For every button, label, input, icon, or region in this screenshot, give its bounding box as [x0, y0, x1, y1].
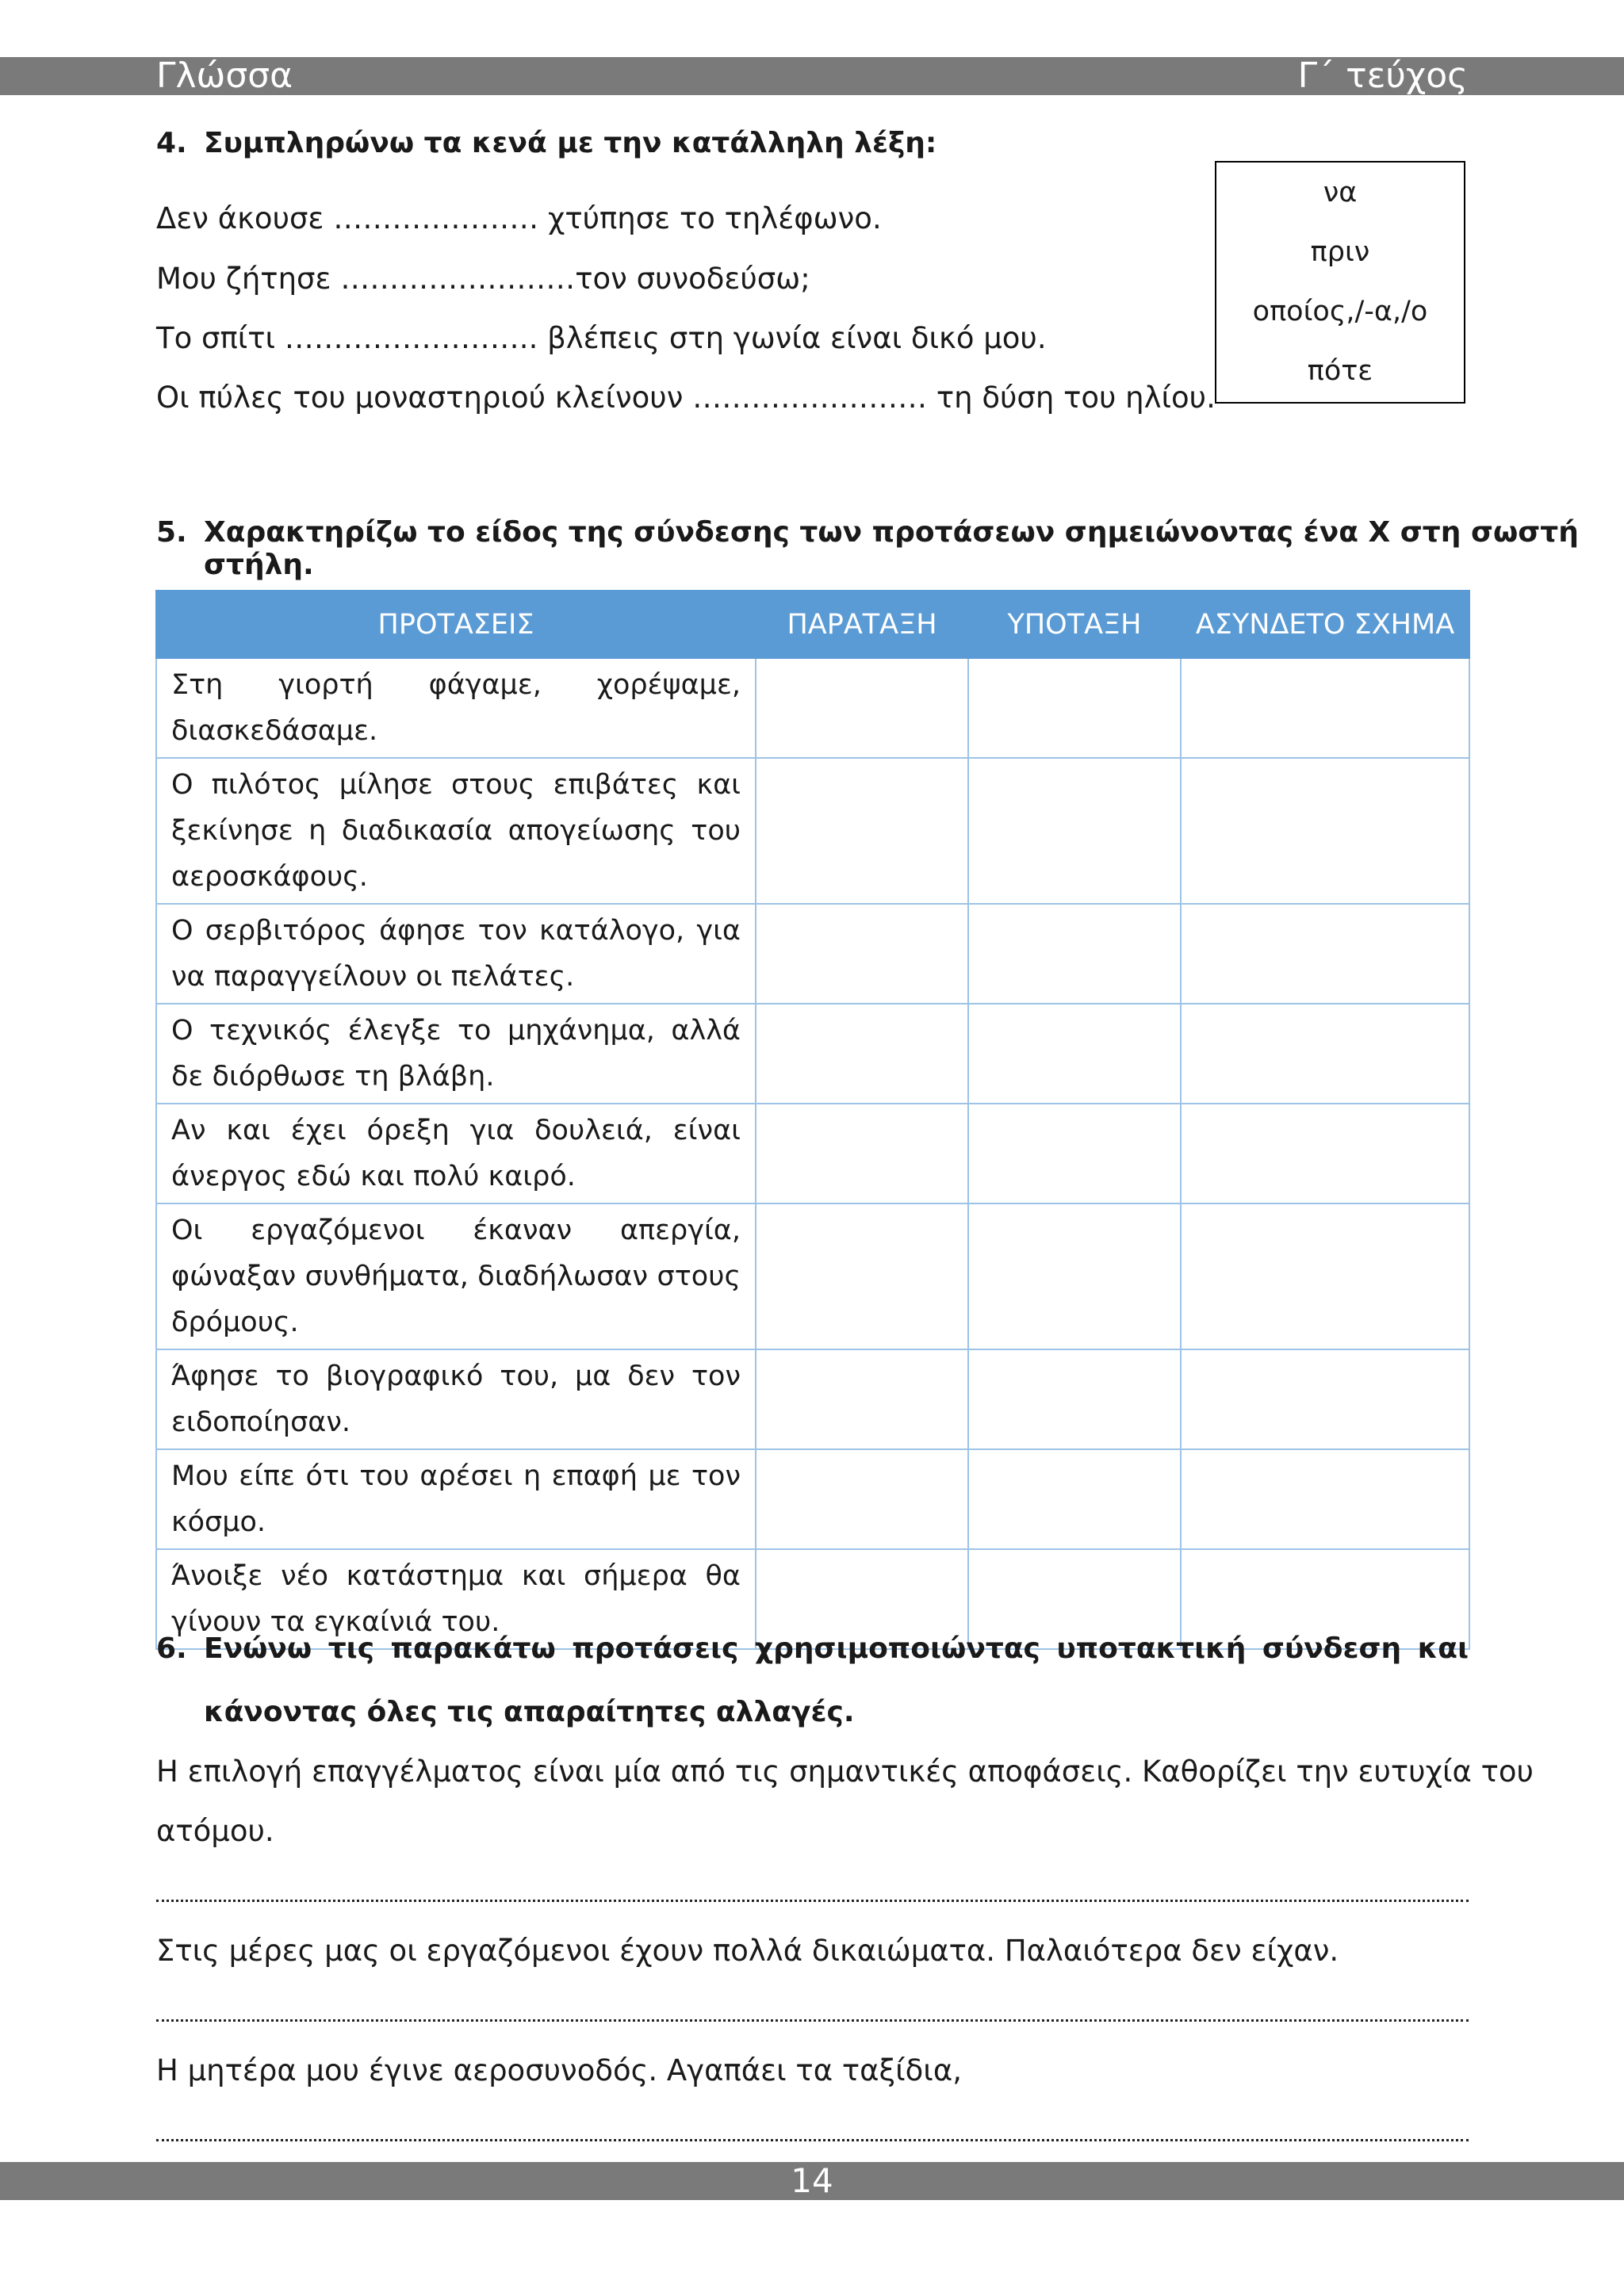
join-sentence-1-line-1: Η επιλογή επαγγέλματος είναι μία από τις σημαντικές αποφάσεις. Καθορίζει την ευτυχία του [156, 1755, 1534, 1789]
exercise-title: Χαρακτηρίζω το είδος της σύνδεσης των προτάσεων σημειώνοντας ένα Χ στη σωστή στήλη. [204, 516, 1579, 581]
sentence-cell: Ο σερβιτόρος άφησε τον κατάλογο, για να παραγγείλουν οι πελάτες. [156, 904, 756, 1004]
answer-cell-asyndeton[interactable] [1181, 904, 1469, 1004]
answer-cell-hypotaxis[interactable] [968, 1349, 1181, 1449]
answer-cell-parataxis[interactable] [756, 1203, 968, 1349]
answer-cell-hypotaxis[interactable] [968, 758, 1181, 904]
column-header-hypotaxis: ΥΠΟΤΑΞΗ [968, 591, 1181, 658]
answer-cell-asyndeton[interactable] [1181, 1004, 1469, 1104]
exercise-4-heading [156, 127, 936, 159]
footer-bar [0, 2162, 1624, 2200]
exercise-title: Συμπληρώνω τα κενά με την κατάλληλη λέξη: [204, 127, 937, 159]
sentence-cell: Στη γιορτή φάγαμε, χορέψαμε, διασκεδάσαμε. [156, 658, 756, 758]
table-row [156, 1203, 1469, 1349]
answer-cell-asyndeton[interactable] [1181, 1104, 1469, 1203]
answer-cell-asyndeton[interactable] [1181, 658, 1469, 758]
answer-cell-parataxis[interactable] [756, 1104, 968, 1203]
table-row [156, 1449, 1469, 1549]
page-number: 14 [791, 2161, 833, 2200]
table-row [156, 658, 1469, 758]
answer-cell-asyndeton[interactable] [1181, 1349, 1469, 1449]
sentence-cell: Άνοιξε νέο κατάστημα και σήμερα θα γίνουν τα εγκαίνιά του. [156, 1549, 756, 1649]
fill-sentence-3: Το σπίτι …………………….. βλέπεις στη γωνία είναι δικό μου. [156, 321, 1047, 355]
join-sentence-1-line-2: ατόμου. [156, 1814, 274, 1848]
sentence-cell: Ο τεχνικός έλεγξε το μηχάνημα, αλλά δε διόρθωσε τη βλάβη. [156, 1004, 756, 1104]
answer-cell-parataxis[interactable] [756, 1449, 968, 1549]
answer-cell-parataxis[interactable] [756, 1349, 968, 1449]
fill-sentence-2: Μου ζήτησε ……………………τον συνοδεύσω; [156, 262, 810, 296]
exercise-title: Ενώνω τις παρακάτω προτάσεις χρησιμοποιώντας υποτακτική σύνδεση και κάνοντας όλες τις απαραίτητες αλλαγές. [204, 1632, 1469, 1728]
answer-cell-asyndeton[interactable] [1181, 1203, 1469, 1349]
column-header-sentences: ΠΡΟΤΑΣΕΙΣ [156, 591, 756, 658]
sentence-cell: Άφησε το βιογραφικό του, μα δεν τον ειδοποίησαν. [156, 1349, 756, 1449]
column-header-asyndeton: ΑΣΥΝΔΕΤΟ ΣΧΗΜΑ [1181, 591, 1469, 658]
answer-cell-asyndeton[interactable] [1181, 758, 1469, 904]
issue-label: Γ΄ τεύχος [1297, 55, 1468, 96]
word-bank-box [1215, 161, 1465, 404]
word-bank-item: πριν [1310, 236, 1370, 268]
classification-table [155, 590, 1470, 1650]
fill-sentence-4: Οι πύλες του μοναστηριού κλείνουν …………………… τη δύση του ηλίου. [156, 381, 1216, 415]
table-row [156, 758, 1469, 904]
word-bank-item: να [1323, 177, 1358, 209]
exercise-number: 6. [156, 1632, 187, 1665]
answer-cell-parataxis[interactable] [756, 1004, 968, 1104]
sentence-cell: Οι εργαζόμενοι έκαναν απεργία, φώναξαν συνθήματα, διαδήλωσαν στους δρόμους. [156, 1203, 756, 1349]
answer-line-3[interactable] [156, 2139, 1469, 2141]
answer-cell-hypotaxis[interactable] [968, 904, 1181, 1004]
table-header-row [156, 591, 1469, 658]
answer-cell-hypotaxis[interactable] [968, 1203, 1181, 1349]
exercise-number: 4. [156, 127, 187, 159]
table-row [156, 1349, 1469, 1449]
word-bank-item: οποίος,/-α,/ο [1252, 296, 1428, 327]
answer-cell-hypotaxis[interactable] [968, 1104, 1181, 1203]
sentence-cell: Αν και έχει όρεξη για δουλειά, είναι άνεργος εδώ και πολύ καιρό. [156, 1104, 756, 1203]
answer-cell-parataxis[interactable] [756, 904, 968, 1004]
answer-cell-hypotaxis[interactable] [968, 1449, 1181, 1549]
subject-title: Γλώσσα [156, 55, 293, 96]
join-sentence-3: Η μητέρα μου έγινε αεροσυνοδός. Αγαπάει τα ταξίδια, [156, 2053, 962, 2087]
fill-sentence-1: Δεν άκουσε ………………… χτύπησε το τηλέφωνο. [156, 201, 882, 235]
answer-cell-hypotaxis[interactable] [968, 658, 1181, 758]
word-bank-item: πότε [1307, 355, 1373, 387]
answer-cell-hypotaxis[interactable] [968, 1004, 1181, 1104]
exercise-6-heading [156, 1617, 1469, 1744]
answer-cell-parataxis[interactable] [756, 758, 968, 904]
answer-line-1[interactable] [156, 1900, 1469, 1902]
answer-line-2[interactable] [156, 2019, 1469, 2022]
answer-cell-parataxis[interactable] [756, 658, 968, 758]
exercise-number: 5. [156, 516, 187, 549]
table-row [156, 1004, 1469, 1104]
header-bar [0, 57, 1624, 95]
table-row [156, 1104, 1469, 1203]
sentence-cell: Ο πιλότος μίλησε στους επιβάτες και ξεκίνησε η διαδικασία απογείωσης του αεροσκάφους. [156, 758, 756, 904]
table-row [156, 904, 1469, 1004]
answer-cell-asyndeton[interactable] [1181, 1449, 1469, 1549]
sentence-cell: Μου είπε ότι του αρέσει η επαφή με τον κόσμο. [156, 1449, 756, 1549]
column-header-parataxis: ΠΑΡΑΤΑΞΗ [756, 591, 968, 658]
join-sentence-2: Στις μέρες μας οι εργαζόμενοι έχουν πολλά δικαιώματα. Παλαιότερα δεν είχαν. [156, 1934, 1339, 1968]
exercise-5-heading [156, 516, 1624, 581]
